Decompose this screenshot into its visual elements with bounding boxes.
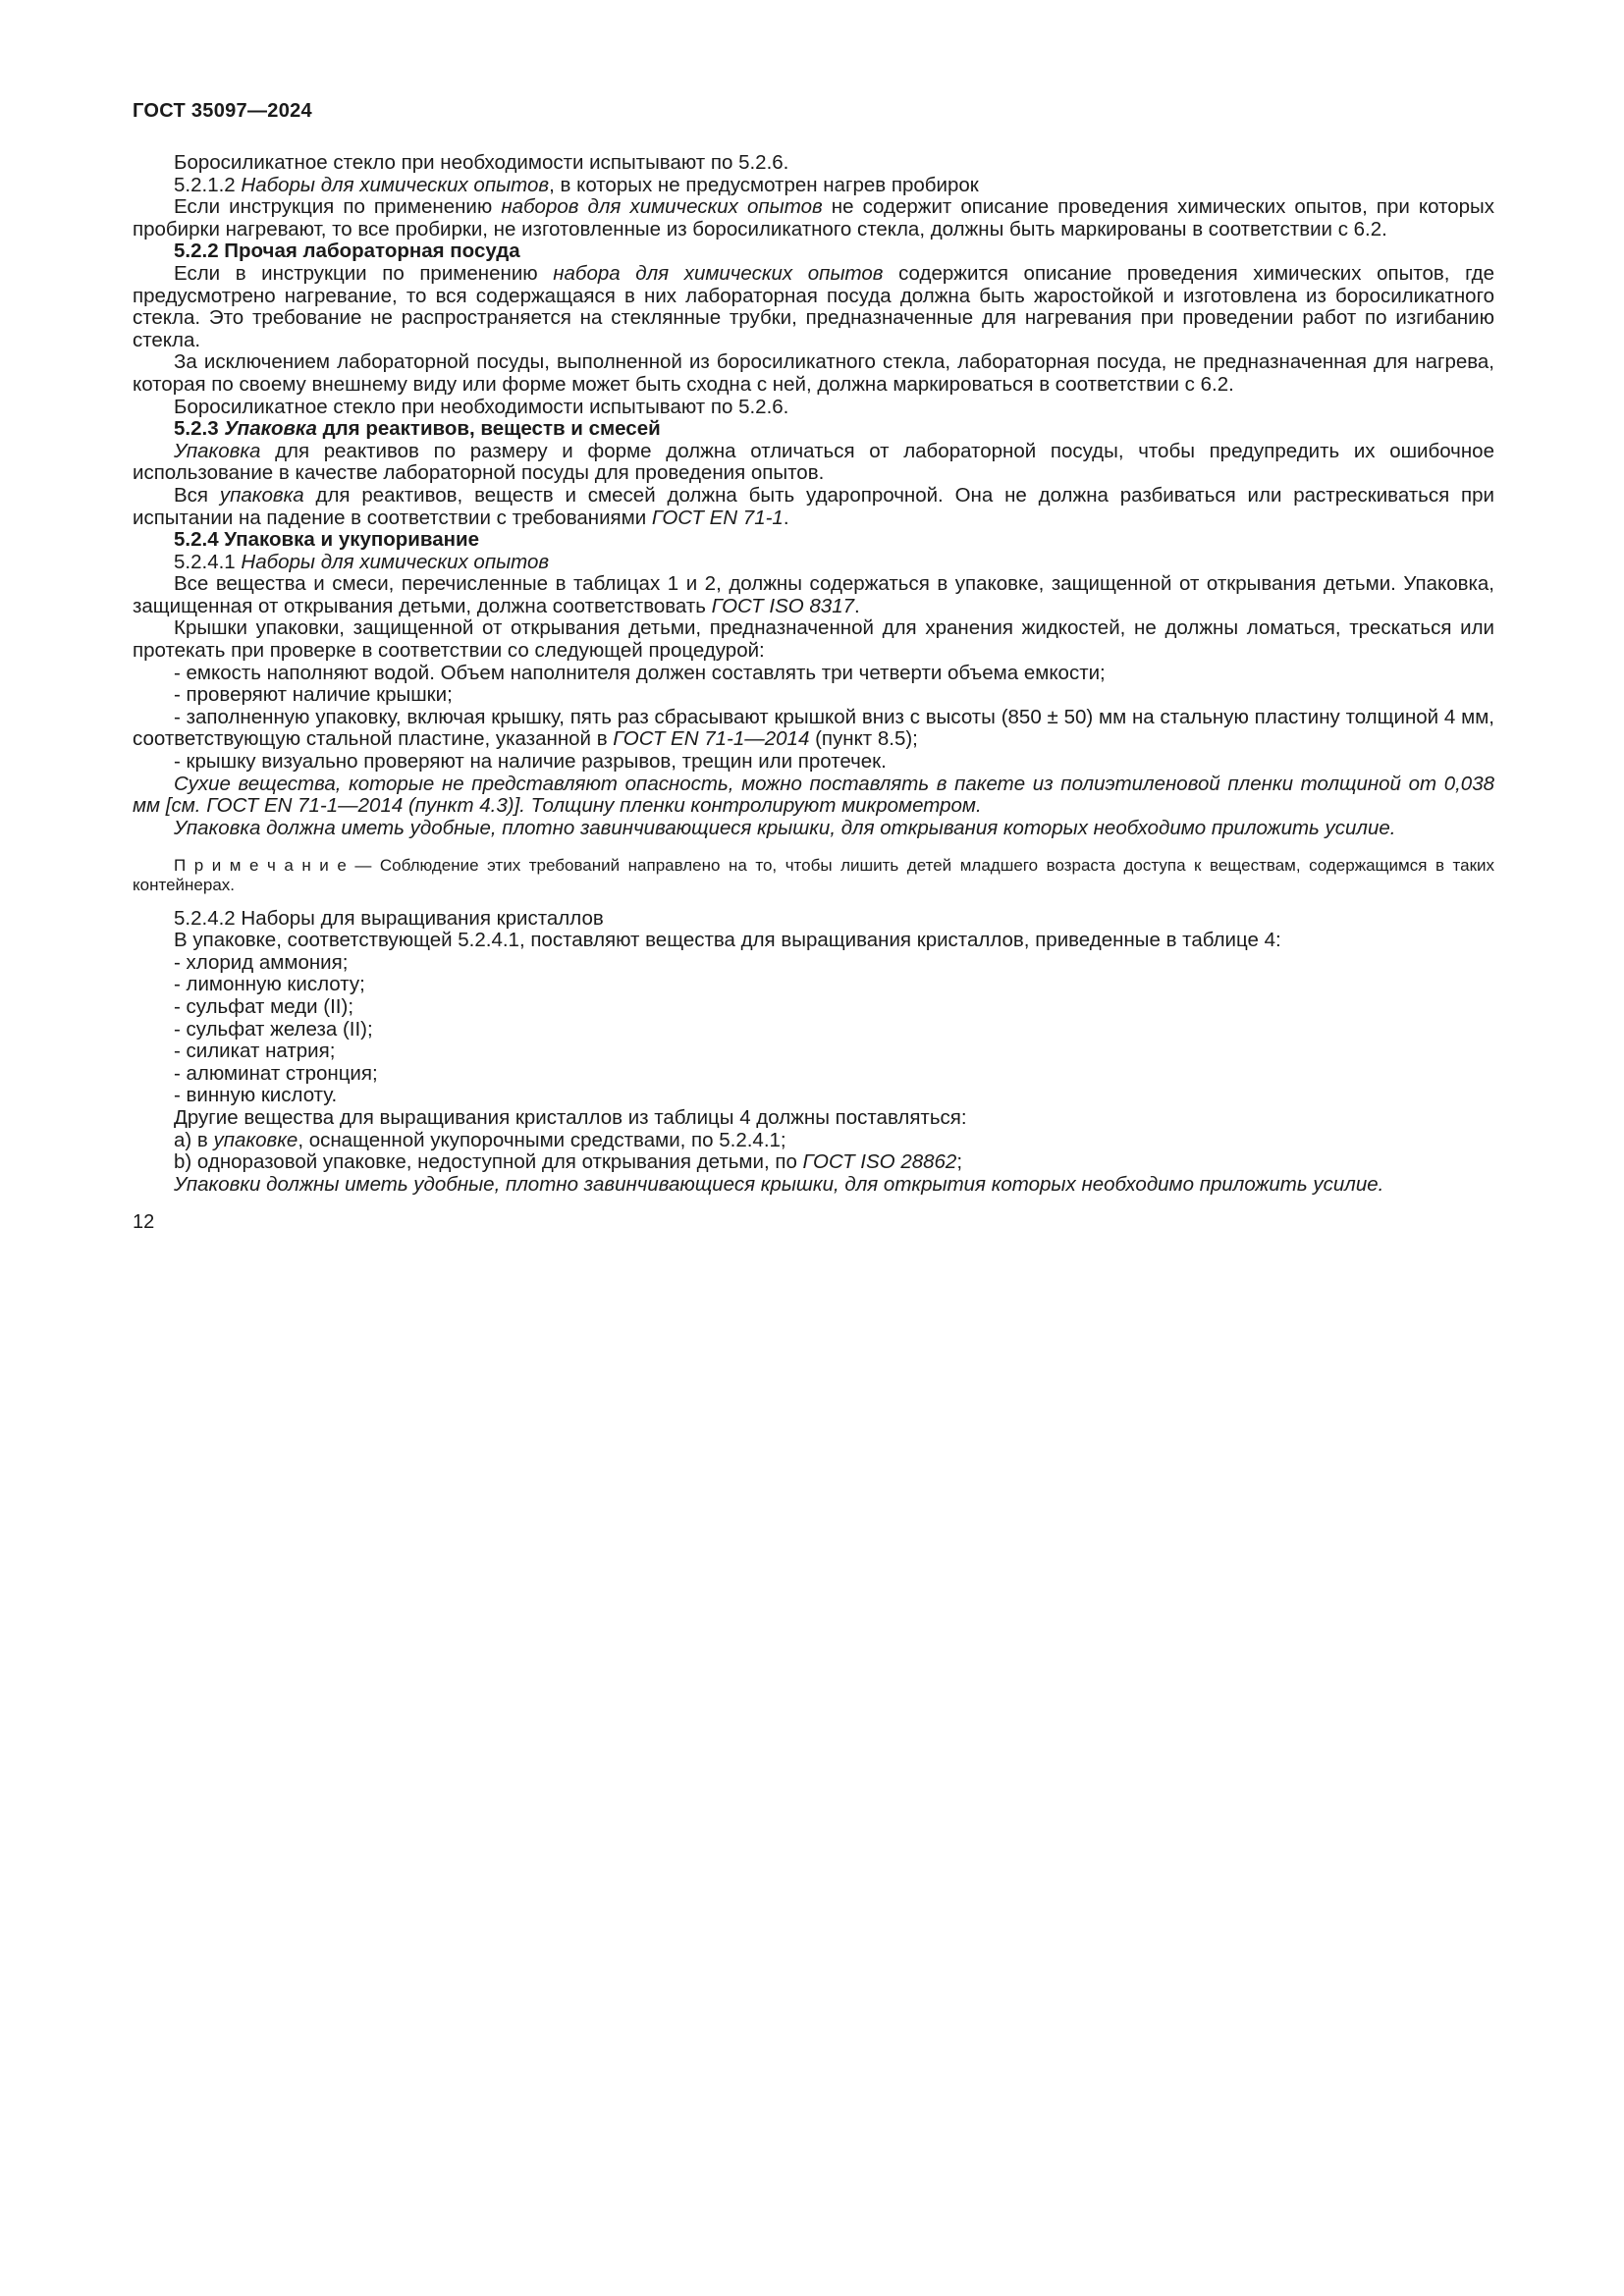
text-segment: Крышки упаковки, защищенной от открывания детьми, предназначенной для хранения жидкостей, не должны ломаться, трескаться или протекать при проверке в соответствии со следующей процедурой:	[133, 616, 1494, 663]
paragraph	[133, 351, 1494, 396]
text-segment: - алюминат стронция;	[174, 1061, 378, 1085]
text-segment: ГОСТ ISO 8317	[711, 594, 855, 617]
text-segment: упаковка	[219, 483, 304, 507]
paragraph	[133, 952, 1494, 975]
paragraph	[133, 573, 1494, 617]
paragraph	[133, 1041, 1494, 1063]
text-segment: не содержит описание проведения химических опытов, при которых пробирки нагревают, то все пробирки, не изготовленные из боросиликатного стекла, должны быть маркированы в соответствии с 6.2.	[133, 195, 1494, 240]
paragraph	[133, 196, 1494, 240]
paragraph	[133, 930, 1494, 952]
paragraph	[133, 175, 1494, 197]
text-segment: Упаковки должны иметь удобные, плотно завинчивающиеся крышки, для открытия которых необходимо приложить усилие.	[174, 1172, 1384, 1196]
text-segment: Наборы для химических опытов	[241, 550, 550, 573]
text-segment: .	[854, 594, 860, 617]
text-segment: В упаковке, соответствующей 5.2.4.1, поставляют вещества для выращивания кристаллов, приведенные в таблице 4:	[174, 929, 1281, 952]
text-segment: для реактивов по размеру и форме должна отличаться от лабораторной посуды, чтобы предупредить их ошибочное использование в качестве лабораторной посуды для проведения опытов.	[133, 439, 1494, 485]
text-segment: ;	[956, 1150, 963, 1174]
text-segment: Наборы для химических опытов	[241, 173, 550, 196]
text-segment: Упаковка	[174, 439, 261, 462]
paragraph	[133, 1063, 1494, 1086]
paragraph	[133, 1107, 1494, 1130]
document-header	[133, 100, 1494, 123]
paragraph	[133, 485, 1494, 529]
text-segment: 5.2.2 Прочая лабораторная посуда	[174, 240, 520, 263]
text-segment: (пункт 8.5);	[809, 727, 918, 751]
paragraph	[133, 441, 1494, 485]
text-segment: Если в инструкции по применению	[174, 261, 554, 285]
paragraph	[133, 152, 1494, 175]
paragraph	[133, 774, 1494, 818]
paragraph	[133, 1174, 1494, 1197]
text-segment: для реактивов, веществ и смесей	[316, 417, 661, 441]
text-segment: - силикат натрия;	[174, 1040, 336, 1063]
text-segment: Другие вещества для выращивания кристаллов из таблицы 4 должны поставляться:	[174, 1105, 967, 1129]
paragraph	[133, 263, 1494, 351]
text-segment: 5.2.4 Упаковка и укупоривание	[174, 528, 480, 552]
text-segment: Сухие вещества, которые не представляют опасность, можно поставлять в пакете из полиэтиленовой пленки толщиной от 0,038 мм [см. ГОСТ EN 71-1—2014 (пункт 4.3)]. Толщину пленки контролируют микрометром.	[133, 772, 1494, 818]
text-segment: - сульфат железа (II);	[174, 1017, 373, 1041]
text-segment: 5.2.3	[174, 417, 225, 441]
text-segment: упаковке	[213, 1128, 298, 1151]
note-paragraph	[133, 856, 1494, 894]
paragraph	[133, 552, 1494, 574]
text-segment: ГОСТ EN 71-1	[651, 506, 784, 529]
page-number: 12	[133, 1211, 155, 1234]
document-body	[133, 152, 1494, 1196]
paragraph	[133, 617, 1494, 662]
paragraph	[133, 1151, 1494, 1174]
text-segment: - сульфат меди (II);	[174, 994, 354, 1018]
text-segment: Если инструкция по применению	[174, 195, 502, 219]
paragraph	[133, 996, 1494, 1019]
text-segment: П р и м е ч а н и е — Соблюдение этих требований направлено на то, чтобы лишить детей младшего возраста доступа к веществам, содержащимся в таких контейнерах.	[133, 856, 1494, 894]
text-segment: 5.2.4.2 Наборы для выращивания кристаллов	[174, 906, 604, 930]
text-segment: - заполненную упаковку, включая крышку, пять раз сбрасывают крышкой вниз с высоты (850 ± 50) мм на стальную пластину толщиной 4 мм, соответствующую стальной пластине, указанной в	[133, 705, 1494, 751]
text-segment: .	[783, 506, 789, 529]
text-segment: - винную кислоту.	[174, 1084, 338, 1107]
paragraph	[133, 818, 1494, 840]
paragraph	[133, 684, 1494, 707]
text-segment: 5.2.1.2	[174, 173, 242, 196]
section-heading	[133, 529, 1494, 552]
text-segment: набора для химических опытов	[553, 261, 884, 285]
text-segment: для реактивов, веществ и смесей должна быть ударопрочной. Она не должна разбиваться или растрескиваться при испытании на падение в соответствии с требованиями	[133, 483, 1494, 529]
text-segment: ГОСТ ISO 28862	[802, 1150, 957, 1174]
section-heading	[133, 240, 1494, 263]
text-segment: содержится описание проведения химических опытов, где предусмотрено нагревание, то вся содержащаяся в них лабораторная посуда должна быть жаростойкой и изготовлена из боросиликатного стекла. Это требование не распространяется на стеклянные трубки, предназначенные для нагревания при проведении работ по изгибанию стекла.	[133, 261, 1495, 351]
text-segment: Упаковка	[224, 417, 317, 441]
paragraph	[133, 1130, 1494, 1152]
text-segment: ГОСТ EN 71-1—2014	[613, 727, 810, 751]
paragraph	[133, 663, 1494, 685]
text-segment: b) одноразовой упаковке, недоступной для открывания детьми, по	[174, 1150, 803, 1174]
text-segment: - проверяют наличие крышки;	[174, 683, 453, 707]
text-segment: наборов для химических опытов	[501, 195, 823, 219]
paragraph	[133, 1019, 1494, 1041]
paragraph	[133, 707, 1494, 751]
text-segment: Упаковка должна иметь удобные, плотно завинчивающиеся крышки, для открывания которых необходимо приложить усилие.	[174, 816, 1396, 839]
section-heading	[133, 418, 1494, 441]
text-segment: Боросиликатное стекло при необходимости испытывают по 5.2.6.	[174, 151, 789, 174]
text-segment: Вся	[174, 483, 220, 507]
text-segment: - лимонную кислоту;	[174, 973, 365, 996]
paragraph	[133, 974, 1494, 996]
text-segment: 5.2.4.1	[174, 550, 242, 573]
paragraph	[133, 397, 1494, 419]
paragraph	[133, 1085, 1494, 1107]
text-segment: , оснащенной укупорочными средствами, по 5.2.4.1;	[298, 1128, 786, 1151]
text-segment: - емкость наполняют водой. Объем наполнителя должен составлять три четверти объема емкости;	[174, 661, 1106, 684]
text-segment: Все вещества и смеси, перечисленные в таблицах 1 и 2, должны содержаться в упаковке, защищенной от открывания детьми. Упаковка, защищенная от открывания детьми, должна соответствовать	[133, 572, 1494, 617]
text-segment: За исключением лабораторной посуды, выполненной из боросиликатного стекла, лабораторная посуда, не предназначенная для нагрева, которая по своему внешнему виду или форме может быть сходна с ней, должна маркироваться в соответствии с 6.2.	[133, 350, 1494, 396]
text-segment: a) в	[174, 1128, 214, 1151]
text-segment: , в которых не предусмотрен нагрев пробирок	[549, 173, 979, 196]
paragraph	[133, 751, 1494, 774]
standard-number: ГОСТ 35097—2024	[133, 100, 312, 122]
paragraph	[133, 908, 1494, 931]
text-segment: - крышку визуально проверяют на наличие разрывов, трещин или протечек.	[174, 750, 887, 774]
text-segment: Боросиликатное стекло при необходимости испытывают по 5.2.6.	[174, 395, 789, 418]
text-segment: - хлорид аммония;	[174, 950, 349, 974]
